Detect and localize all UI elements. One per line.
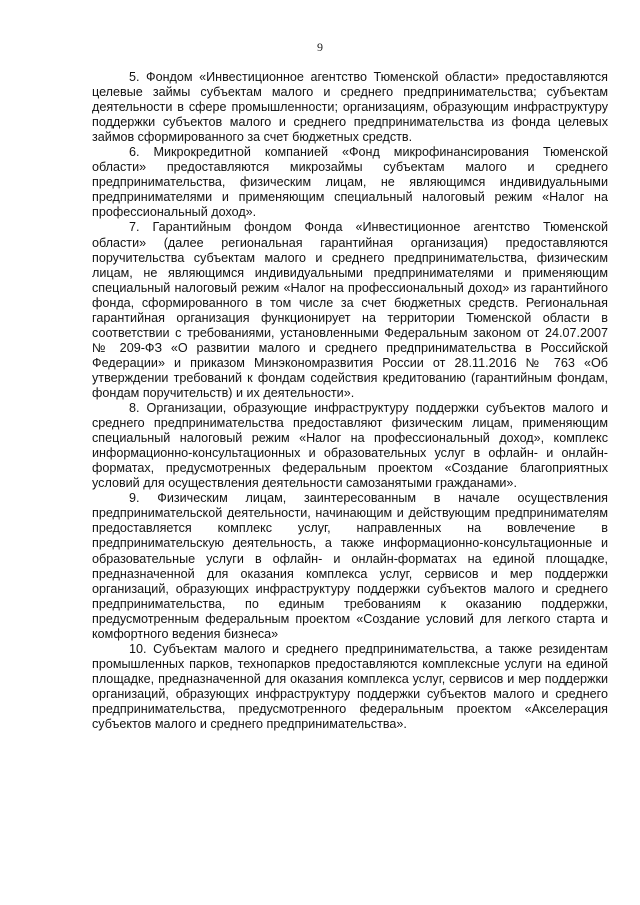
document-body	[92, 70, 608, 732]
paragraph-8: 8. Организации, образующие инфраструктуру поддержки субъектов малого и среднего предпринимательства предоставляют физическим лицам, применяющим специальный налоговый режим «Налог на профессиональный доход», комплекс информационно-консультационных и образовательных услуг в офлайн- и онлайн-форматах, предусмотренных федеральным проектом «Создание благоприятных условий для осуществления деятельности самозанятыми гражданами».	[92, 401, 608, 491]
paragraph-9: 9. Физическим лицам, заинтересованным в начале осуществления предпринимательской деятельности, начинающим и действующим предпринимателям предоставляется комплекс услуг, направленных на вовлечение в предпринимательскую деятельность, а также информационно-консультационные и образовательные услуги в офлайн- и онлайн-форматах на единой площадке, предназначенной для оказания комплекса услуг, сервисов и мер поддержки организаций, образующих инфраструктуру поддержки субъектов малого и среднего предпринимательства, по единым требованиям к оказанию поддержки, предусмотренным федеральным проектом «Создание условий для легкого старта и комфортного ведения бизнеса»	[92, 491, 608, 641]
paragraph-5: 5. Фондом «Инвестиционное агентство Тюменской области» предоставляются целевые займы субъектам малого и среднего предпринимательства; субъектам деятельности в сфере промышленности; организациям, образующим инфраструктуру поддержки субъектов малого и среднего предпринимательства из фонда целевых займов сформированного за счет бюджетных средств.	[92, 70, 608, 145]
paragraph-7: 7. Гарантийным фондом Фонда «Инвестиционное агентство Тюменской области» (далее региональная гарантийная организация) предоставляются поручительства субъектам малого и среднего предпринимательства, физическим лицам, не являющимся индивидуальными предпринимателями и применяющим специальный налоговый режим «Налог на профессиональный доход» из гарантийного фонда, сформированного в том числе за счет бюджетных средств. Региональная гарантийная организация функционирует на территории Тюменской области в соответствии с требованиями, установленными Федеральным законом от 24.07.2007 № 209-ФЗ «О развитии малого и среднего предпринимательства в Российской Федерации» и приказом Минэкономразвития России от 28.11.2016 № 763 «Об утверждении требований к фондам содействия кредитованию (гарантийным фондам, фондам поручительств) и их деятельности».	[92, 220, 608, 400]
paragraph-10: 10. Субъектам малого и среднего предпринимательства, а также резидентам промышленных парков, технопарков предоставляются комплексные услуги на единой площадке, предназначенной для оказания комплекса услуг, сервисов и мер поддержки организаций, образующих инфраструктуру поддержки субъектов малого и среднего предпринимательства, предусмотренного федеральным проектом «Акселерация субъектов малого и среднего предпринимательства».	[92, 641, 608, 732]
paragraph-6: 6. Микрокредитной компанией «Фонд микрофинансирования Тюменской области» предоставляются микрозаймы субъектам малого и среднего предпринимательства, физическим лицам, не являющимся индивидуальными предпринимателями и применяющим специальный налоговый режим «Налог на профессиональный доход».	[92, 145, 608, 220]
page-number: 9	[317, 40, 323, 54]
